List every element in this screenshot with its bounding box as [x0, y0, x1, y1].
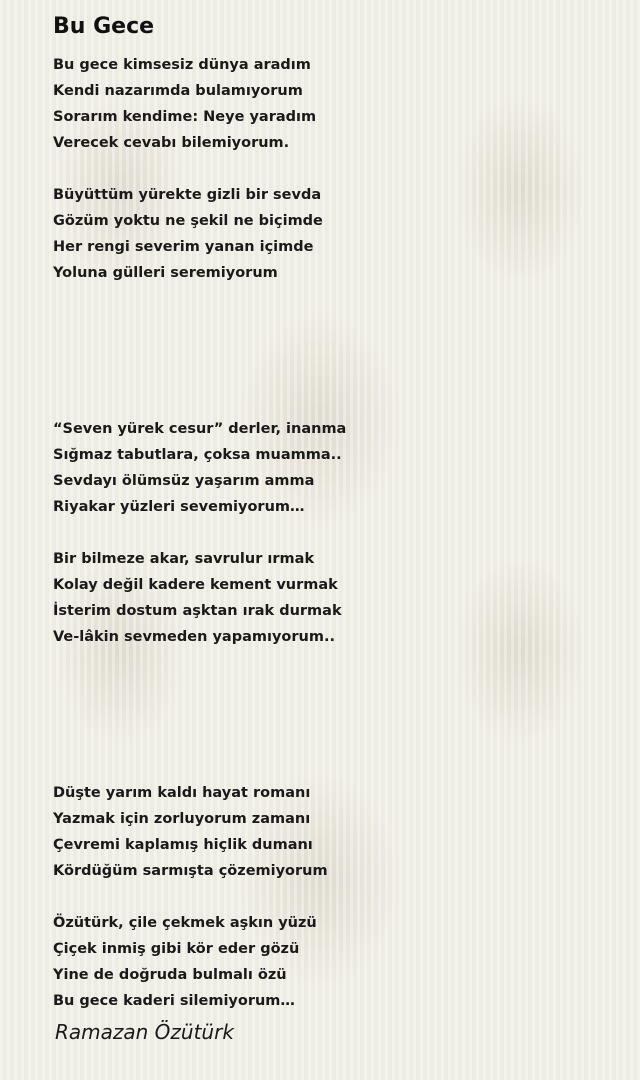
stanza-4	[53, 546, 613, 650]
poem-line: Gözüm yoktu ne şekil ne biçimde	[53, 213, 323, 229]
poem-line: Yine de doğruda bulmalı özü	[53, 967, 287, 983]
stanza-1	[53, 52, 613, 156]
poem-line: Büyüttüm yürekte gizli bir sevda	[53, 187, 322, 203]
poem-author: Ramazan Özütürk	[55, 1020, 234, 1044]
poem-line: İsterim dostum aşktan ırak durmak	[53, 603, 342, 619]
poem-line: Bu gece kaderi silemiyorum…	[53, 993, 295, 1009]
poem-line: Düşte yarım kaldı hayat romanı	[53, 785, 311, 801]
stanza-gap	[53, 884, 613, 910]
stanza-5	[53, 780, 613, 884]
poem-line: Çevremi kaplamış hiçlik dumanı	[53, 837, 313, 853]
poem-line: Yoluna gülleri seremiyorum	[53, 265, 278, 281]
poem-line: Özütürk, çile çekmek aşkın yüzü	[53, 915, 317, 931]
poem-line: Ve-lâkin sevmeden yapamıyorum..	[53, 629, 335, 645]
stanza-2	[53, 182, 613, 286]
poem-line: Bu gece kimsesiz dünya aradım	[53, 57, 311, 73]
poem-line: Kendi nazarımda bulamıyorum	[53, 83, 303, 99]
section-gap	[53, 286, 613, 416]
poem-line: Yazmak için zorluyorum zamanı	[53, 811, 311, 827]
poem-line: “Seven yürek cesur” derler, inanma	[53, 421, 347, 437]
poem-line: Riyakar yüzleri sevemiyorum…	[53, 499, 305, 515]
poem-body	[53, 52, 613, 1014]
stanza-gap	[53, 156, 613, 182]
poem-title: Bu Gece	[53, 14, 155, 39]
poem-line: Verecek cevabı bilemiyorum.	[53, 135, 290, 151]
poem-line: Kolay değil kadere kement vurmak	[53, 577, 338, 593]
poem-line: Bir bilmeze akar, savrulur ırmak	[53, 551, 315, 567]
stanza-3	[53, 416, 613, 520]
poem-line: Kördüğüm sarmışta çözemiyorum	[53, 863, 328, 879]
poem-line: Sığmaz tabutlara, çoksa muamma..	[53, 447, 342, 463]
poem-line: Sevdayı ölümsüz yaşarım amma	[53, 473, 315, 489]
stanza-6	[53, 910, 613, 1014]
stanza-gap	[53, 520, 613, 546]
poem-container	[53, 12, 613, 1009]
poem-line: Sorarım kendime: Neye yaradım	[53, 109, 317, 125]
poem-line: Çiçek inmiş gibi kör eder gözü	[53, 941, 300, 957]
poem-line: Her rengi severim yanan içimde	[53, 239, 314, 255]
section-gap	[53, 650, 613, 780]
